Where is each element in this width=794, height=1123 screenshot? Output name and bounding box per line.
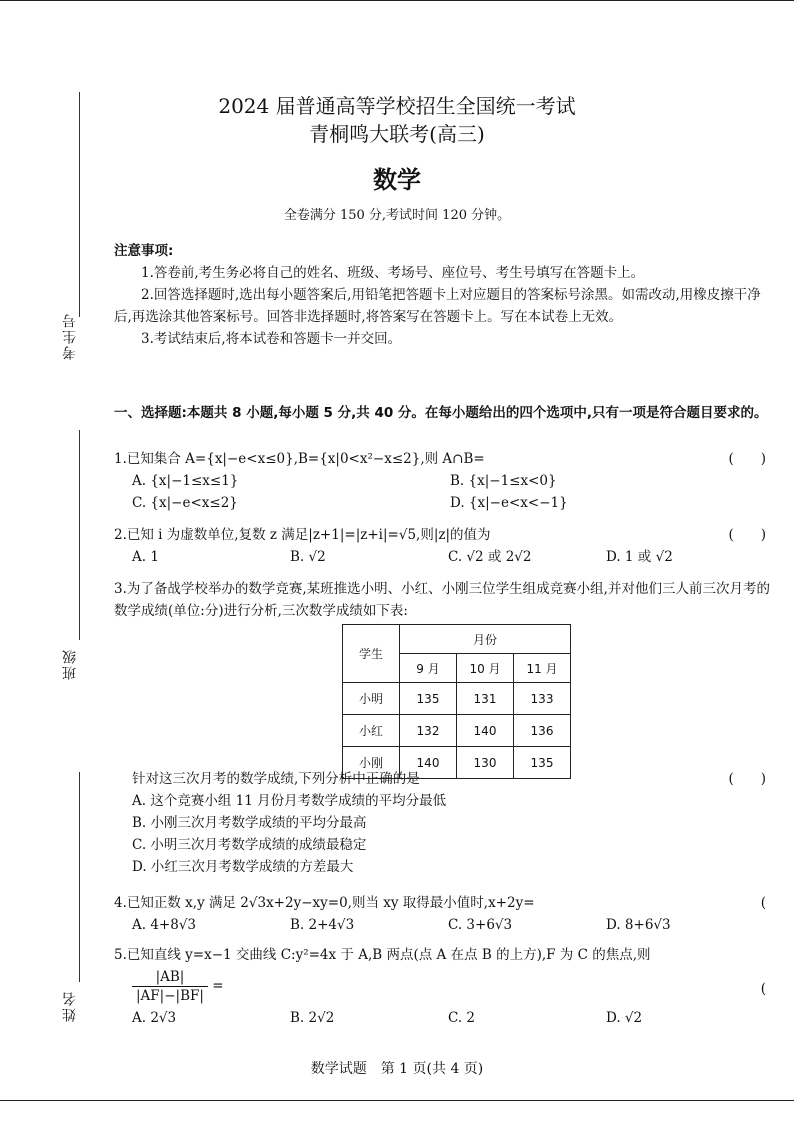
question-2-stem: 2.已知 i 为虚数单位,复数 z 满足|z+1|=|z+i|=√5,则|z|的值为 bbox=[114, 527, 491, 543]
question-3-prompt-block bbox=[114, 768, 774, 878]
note-item-2: 2.回答选择题时,选出每小题答案后,用铅笔把答题卡上对应题目的答案标号涂黑。如需改动,用橡皮擦干净后,再选涂其他答案标号。回答非选择题时,将答案写在答题卡上。写在本试卷上无效。 bbox=[114, 287, 761, 325]
option-b: B. 小刚三次月考数学成绩的平均分最高 bbox=[132, 815, 367, 831]
question-3 bbox=[114, 578, 774, 622]
score-cell: 136 bbox=[514, 715, 571, 747]
question-1 bbox=[114, 448, 774, 514]
score-cell: 132 bbox=[400, 715, 457, 747]
month-header: 月份 bbox=[400, 625, 571, 654]
question-1-options bbox=[114, 470, 774, 514]
page-footer: 数学试题 第 1 页(共 4 页) bbox=[310, 1061, 484, 1077]
option-a: A. {x|−1≤x≤1} bbox=[132, 473, 239, 489]
score-cell: 135 bbox=[400, 683, 457, 715]
answer-paren: ( bbox=[760, 895, 766, 911]
option-d: D. 8+6√3 bbox=[606, 917, 671, 933]
scores-table bbox=[342, 624, 571, 779]
class-label: 班级 bbox=[62, 648, 78, 680]
option-c: C. {x|−e<x≤2} bbox=[132, 495, 238, 511]
option-a: A. 2√3 bbox=[132, 1010, 177, 1026]
answer-paren: ( ) bbox=[728, 451, 766, 467]
question-2-options bbox=[114, 546, 774, 568]
exam-title: 2024 届普通高等学校招生全国统一考试 bbox=[218, 94, 576, 118]
fraction-equals: = bbox=[212, 978, 224, 994]
option-c: C. 3+6√3 bbox=[448, 917, 513, 933]
table-row bbox=[343, 683, 571, 715]
bottom-border bbox=[0, 1100, 794, 1101]
option-a: A. 4+8√3 bbox=[132, 917, 197, 933]
option-b: B. √2 bbox=[290, 549, 326, 565]
score-cell: 140 bbox=[457, 715, 514, 747]
answer-paren: ( ) bbox=[728, 771, 766, 787]
row-name: 小红 bbox=[343, 715, 400, 747]
exam-subtitle: 青桐鸣大联考(高三) bbox=[309, 122, 485, 146]
option-d: D. √2 bbox=[606, 1010, 643, 1026]
month-col-1: 9 月 bbox=[400, 654, 457, 683]
answer-paren: ( ) bbox=[728, 527, 766, 543]
name-label: 姓名 bbox=[62, 990, 78, 1022]
question-4 bbox=[114, 892, 774, 936]
question-5 bbox=[114, 944, 774, 1029]
option-a: A. 这个竞赛小组 11 月份月考数学成绩的平均分最低 bbox=[132, 793, 447, 809]
option-c: C. √2 或 2√2 bbox=[448, 549, 532, 565]
question-5-stem: 5.已知直线 y=x−1 交曲线 C:y²=4x 于 A,B 两点(点 A 在点 B 的上方),F 为 C 的焦点,则 bbox=[114, 947, 651, 963]
binding-rule-2 bbox=[79, 430, 80, 640]
option-d: D. 小红三次月考数学成绩的方差最大 bbox=[132, 859, 354, 875]
fraction-denominator: |AF|−|BF| bbox=[136, 988, 204, 1004]
question-5-options bbox=[114, 1007, 774, 1029]
option-d: D. {x|−e<x<−1} bbox=[450, 495, 568, 511]
question-4-options bbox=[114, 914, 774, 936]
student-header: 学生 bbox=[343, 625, 400, 683]
score-cell: 133 bbox=[514, 683, 571, 715]
answer-paren: ( bbox=[760, 981, 766, 997]
question-4-stem: 4.已知正数 x,y 满足 2√3x+2y−xy=0,则当 xy 取得最小值时,x+2y= bbox=[114, 895, 535, 911]
score-cell: 131 bbox=[457, 683, 514, 715]
option-c: C. 2 bbox=[448, 1010, 476, 1026]
exam-number-label: 考生号 bbox=[62, 312, 78, 360]
question-3-prompt: 针对这三次月考的数学成绩,下列分析中正确的是 bbox=[132, 771, 420, 787]
section-heading: 一、选择题:本题共 8 小题,每小题 5 分,共 40 分。在每小题给出的四个选项中,只有一项是符合题目要求的。 bbox=[114, 405, 768, 421]
month-col-2: 10 月 bbox=[457, 654, 514, 683]
question-1-stem: 1.已知集合 A={x|−e<x≤0},B={x|0<x²−x≤2},则 A∩B= bbox=[114, 451, 485, 467]
notes-section bbox=[114, 240, 774, 350]
fraction-numerator: |AB| bbox=[132, 968, 208, 987]
subject-title: 数学 bbox=[373, 166, 421, 194]
score-cell: 140 bbox=[400, 747, 457, 779]
option-a: A. 1 bbox=[132, 549, 159, 565]
score-cell: 130 bbox=[457, 747, 514, 779]
binding-rule-3 bbox=[79, 772, 80, 982]
option-b: B. 2+4√3 bbox=[290, 917, 355, 933]
option-b: B. 2√2 bbox=[290, 1010, 335, 1026]
question-2 bbox=[114, 524, 774, 568]
note-item-3: 3.考试结束后,将本试卷和答题卡一并交回。 bbox=[141, 331, 402, 347]
note-item-1: 1.答卷前,考生务必将自己的姓名、班级、考场号、座位号、考生号填写在答题卡上。 bbox=[141, 265, 645, 281]
fraction bbox=[132, 968, 208, 1005]
notes-heading: 注意事项: bbox=[114, 243, 174, 259]
option-c: C. 小明三次月考数学成绩的成绩最稳定 bbox=[132, 837, 367, 853]
exam-meta: 全卷满分 150 分,考试时间 120 分钟。 bbox=[283, 208, 511, 223]
row-name: 小明 bbox=[343, 683, 400, 715]
month-col-3: 11 月 bbox=[514, 654, 571, 683]
question-3-stem: 3.为了备战学校举办的数学竞赛,某班推选小明、小红、小刚三位学生组成竞赛小组,并对他们三人前三次月考的数学成绩(单位:分)进行分析,三次数学成绩如下表: bbox=[114, 581, 770, 619]
row-name: 小刚 bbox=[343, 747, 400, 779]
option-d: D. 1 或 √2 bbox=[606, 549, 673, 565]
top-border bbox=[0, 0, 794, 1]
question-5-fraction-line bbox=[114, 968, 774, 1005]
score-cell: 135 bbox=[514, 747, 571, 779]
table-row bbox=[343, 715, 571, 747]
option-b: B. {x|−1≤x<0} bbox=[450, 473, 557, 489]
